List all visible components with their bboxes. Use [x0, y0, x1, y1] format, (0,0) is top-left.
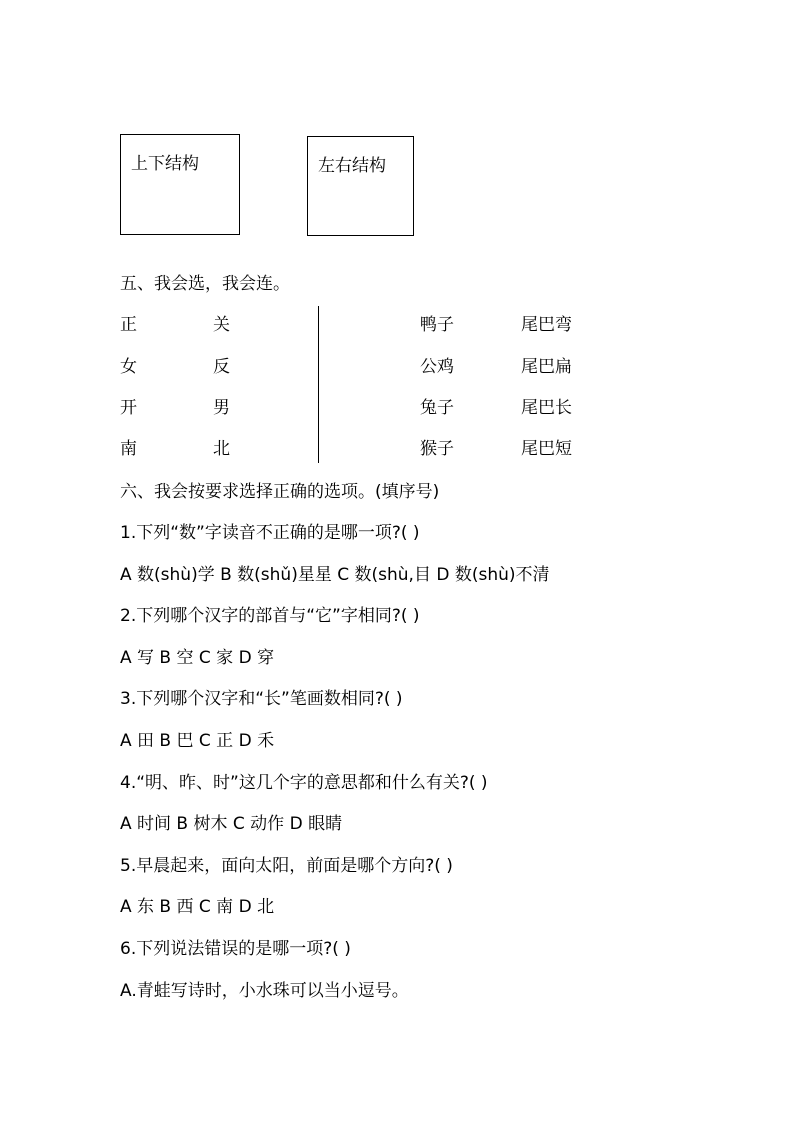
match-char: 北 — [213, 439, 230, 459]
match-char: 女 — [120, 357, 137, 377]
structure-box-left-right — [307, 136, 414, 236]
tail-description: 尾巴长 — [521, 398, 572, 418]
question-4: 4.“明、昨、时”这几个字的意思都和什么有关?( ) — [120, 773, 488, 793]
question-1: 1.下列“数”字读音不正确的是哪一项?( ) — [120, 523, 420, 543]
question-6: 6.下列说法错误的是哪一项?( ) — [120, 939, 351, 959]
question-3: 3.下列哪个汉字和“长”笔画数相同?( ) — [120, 689, 403, 709]
structure-box-label: 上下结构 — [131, 154, 199, 174]
animal-name: 鸭子 — [420, 315, 454, 335]
tail-description: 尾巴扁 — [521, 357, 572, 377]
animal-name: 兔子 — [420, 398, 454, 418]
options-5: A 东 B 西 C 南 D 北 — [120, 897, 275, 917]
tail-description: 尾巴弯 — [521, 315, 572, 335]
match-char: 反 — [213, 357, 230, 377]
section5-heading: 五、我会选，我会连。 — [120, 274, 290, 294]
match-char: 南 — [120, 439, 137, 459]
match-char: 开 — [120, 398, 137, 418]
animal-name: 猴子 — [420, 439, 454, 459]
question-5: 5.早晨起来，面向太阳，前面是哪个方向?( ) — [120, 856, 453, 876]
tail-description: 尾巴短 — [521, 439, 572, 459]
match-char: 男 — [213, 398, 230, 418]
options-6-a: A.青蛙写诗时，小水珠可以当小逗号。 — [120, 981, 409, 1001]
options-3: A 田 B 巴 C 正 D 禾 — [120, 731, 275, 751]
section6-heading: 六、我会按要求选择正确的选项。(填序号) — [120, 482, 440, 502]
options-2: A 写 B 空 C 家 D 穿 — [120, 648, 275, 668]
match-char: 正 — [120, 315, 137, 335]
column-divider — [318, 306, 319, 463]
structure-box-top-bottom — [120, 134, 240, 235]
match-char: 关 — [213, 315, 230, 335]
options-1: A 数(shù)学 B 数(shǔ)星星 C 数(shù,目 D 数(shù)不清 — [120, 565, 550, 585]
options-4: A 时间 B 树木 C 动作 D 眼睛 — [120, 814, 343, 834]
question-2: 2.下列哪个汉字的部首与“它”字相同?( ) — [120, 606, 420, 626]
animal-name: 公鸡 — [420, 357, 454, 377]
structure-box-label: 左右结构 — [318, 156, 386, 176]
